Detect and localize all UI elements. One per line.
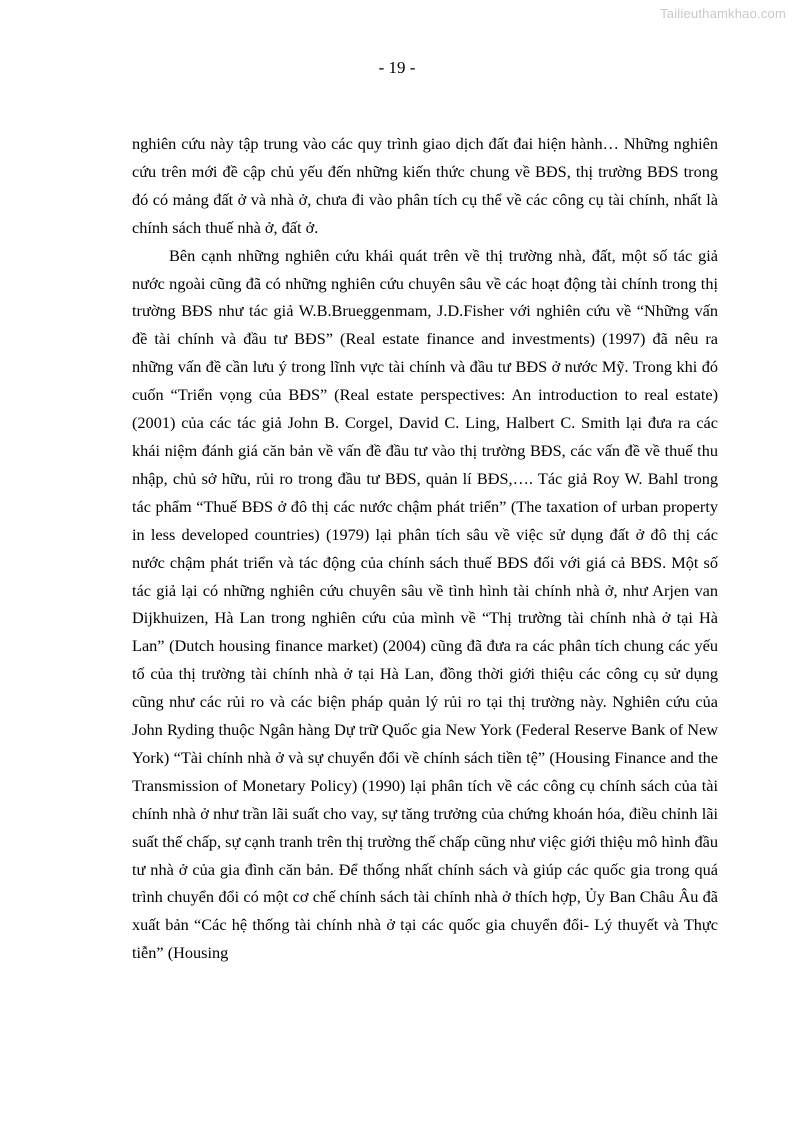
- watermark-text: Tailieuthamkhao.com: [660, 6, 786, 21]
- paragraph-continuation: nghiên cứu này tập trung vào các quy trình giao dịch đất đai hiện hành… Những nghiên cứu trên mới đề cập chủ yếu đến những kiến thức chung về BĐS, thị trường BĐS trong đó có mảng đất ở và nhà ở, chưa đi vào phân tích cụ thể về các công cụ tài chính, nhất là chính sách thuế nhà ở, đất ở.: [132, 134, 718, 237]
- document-body: [132, 130, 718, 967]
- paragraph-foreign-research: Bên cạnh những nghiên cứu khái quát trên về thị trường nhà, đất, một số tác giả nước ngoài cũng đã có những nghiên cứu chuyên sâu về các hoạt động tài chính trong thị trường BĐS như tác giả W.B.Brueggenmam, J.D.Fisher với nghiên cứu về “Những vấn đề tài chính và đầu tư BĐS” (Real estate finance and investments) (1997) đã nêu ra những vấn đề cần lưu ý trong lĩnh vực tài chính và đầu tư BĐS ở nước Mỹ. Trong khi đó cuốn “Triển vọng của BĐS” (Real estate perspectives: An introduction to real estate) (2001) của các tác giả John B. Corgel, David C. Ling, Halbert C. Smith lại đưa ra các khái niệm đánh giá căn bản về vấn đề đầu tư vào thị trường BĐS, các vấn đề về thuế thu nhập, chủ sở hữu, rủi ro trong đầu tư BĐS, quản lí BĐS,…. Tác giả Roy W. Bahl trong tác phẩm “Thuế BĐS ở đô thị các nước chậm phát triển” (The taxation of urban property in less developed countries) (1979) lại phân tích sâu về việc sử dụng đất ở đô thị các nước chậm phát triển và tác động của chính sách thuế BĐS đối với giá cả BĐS. Một số tác giả lại có những nghiên cứu chuyên sâu về tình hình tài chính nhà ở, như Arjen van Dijkhuizen, Hà Lan trong nghiên cứu của mình về “Thị trường tài chính nhà ở tại Hà Lan” (Dutch housing finance market) (2004) cũng đã đưa ra các phân tích chung các yếu tố của thị trường tài chính nhà ở tại Hà Lan, đồng thời giới thiệu các công cụ sử dụng cũng như các rủi ro và các biện pháp quản lý rủi ro tại thị trường này. Nghiên cứu của John Ryding thuộc Ngân hàng Dự trữ Quốc gia New York (Federal Reserve Bank of New York) “Tài chính nhà ở và sự chuyển đổi về chính sách tiền tệ” (Housing Finance and the Transmission of Monetary Policy) (1990) lại phân tích về các công cụ chính sách của tài chính nhà ở như trần lãi suất cho vay, sự tăng trưởng của chứng khoán hóa, điều chỉnh lãi suất thế chấp, sự cạnh tranh trên thị trường thế chấp cũng như việc giới thiệu mô hình đầu tư nhà ở của gia đình căn bản. Để thống nhất chính sách và giúp các quốc gia trong quá trình chuyển đổi có một cơ chế chính sách tài chính nhà ở thích hợp, Ủy Ban Châu Âu đã xuất bản “Các hệ thống tài chính nhà ở tại các quốc gia chuyển đổi- Lý thuyết và Thực tiễn” (Housing: [132, 245, 718, 963]
- page-number: - 19 -: [378, 58, 416, 77]
